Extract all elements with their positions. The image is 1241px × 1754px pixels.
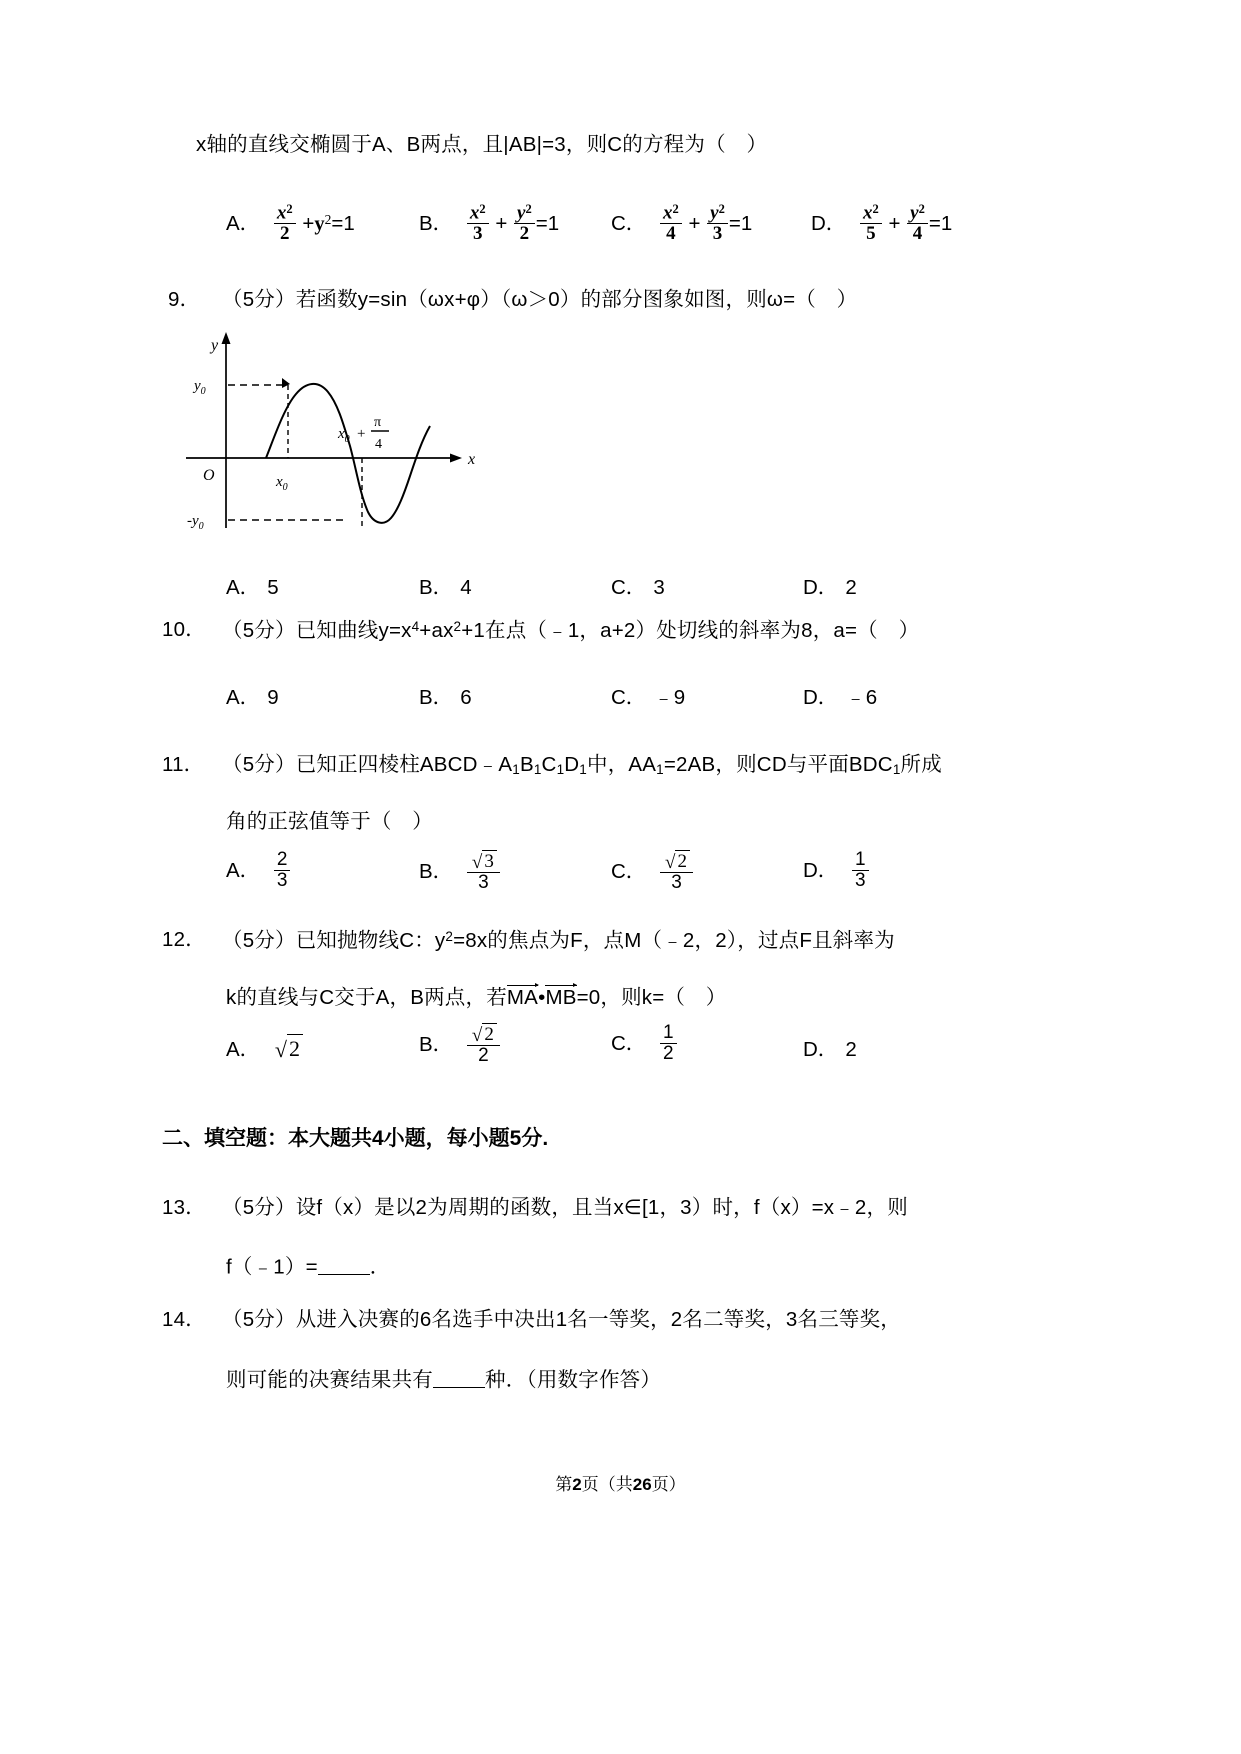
question-10-stem <box>222 620 919 642</box>
option-value: 6 <box>460 686 472 709</box>
question-8-option-b[interactable] <box>419 204 559 245</box>
stem-part-2: =8x的焦点为F，点M（﹣2，2），过点F且斜率为 <box>453 929 895 953</box>
stem-part-3: k的直线与C交于A，B两点，若 <box>226 986 507 1009</box>
question-9-sine-graph <box>178 322 488 554</box>
footer-suffix: 页） <box>651 1475 686 1494</box>
option-value: 5 <box>267 576 279 599</box>
option-label: A． <box>226 1038 261 1061</box>
subscript-3: 1 <box>556 761 565 777</box>
fraction-1-over-3: $\frac{1}{3}$ <box>852 850 869 891</box>
option-value: 9 <box>267 686 279 709</box>
fraction-y-squared-over-3: $\frac{y^2}{3}$ <box>707 203 728 244</box>
option-label: D． <box>803 1038 839 1061</box>
subscript-6: 1 <box>892 761 901 777</box>
option-value: 4 <box>460 576 472 599</box>
fraction-sqrt3-over-3: $\frac{√ 3}{3}$ <box>467 850 500 893</box>
stem-part-2: B <box>519 753 534 776</box>
option-label: D． <box>803 858 839 882</box>
option-label: C． <box>611 212 647 235</box>
subscript-4: 1 <box>579 761 588 777</box>
stem-part-3: C <box>541 753 557 776</box>
trailing-text: 种．（用数字作答） <box>485 1368 662 1392</box>
option-label: B． <box>419 859 454 883</box>
stem-part-2: +ax <box>419 619 454 643</box>
fraction-sqrt2-over-3: $\frac{√ 2}{3}$ <box>660 850 693 893</box>
fraction-y-squared-over-4: $\frac{y^2}{4}$ <box>907 203 928 244</box>
fraction-1-over-2: $\frac{1}{2}$ <box>660 1023 677 1064</box>
plus-sign: + <box>302 212 315 235</box>
question-12-option-b[interactable] <box>419 1024 501 1067</box>
plus-sign: + <box>495 212 508 235</box>
stem-part-5: 中，AA <box>587 753 657 776</box>
vector-ma: MA <box>506 986 539 1009</box>
fraction-y-squared-over-2: $\frac{y^2}{2}$ <box>514 203 535 244</box>
question-11-stem-line-1 <box>222 755 942 777</box>
question-8-option-a[interactable] <box>226 204 355 245</box>
question-11-number: 11． <box>162 753 205 776</box>
subscript-5: 1 <box>656 761 664 777</box>
answer-blank-13[interactable] <box>318 1255 370 1275</box>
option-label: A． <box>226 858 261 882</box>
fraction-x-squared-over-3: $\frac{x^2}{3}$ <box>467 203 489 244</box>
question-13-line-2 <box>226 1255 390 1278</box>
exponent-4: 4 <box>411 619 420 634</box>
option-label: A． <box>226 686 261 709</box>
option-label: B． <box>419 686 454 709</box>
stem-part-3: +1在点（﹣1，a+2）处切线的斜率为8，a=（ ） <box>461 619 920 643</box>
question-10-option-d[interactable] <box>803 680 877 710</box>
option-label: C． <box>611 859 647 883</box>
fraction-x-squared-over-4: $\frac{x^2}{4}$ <box>660 203 682 244</box>
answer-blank-14[interactable] <box>433 1368 485 1388</box>
option-label: B． <box>419 576 454 599</box>
y-term: y <box>314 213 325 235</box>
fraction-x-squared-over-2: $\frac{x^2}{2}$ <box>274 203 296 244</box>
stem-part-6: =2AB，则CD与平面BDC <box>663 753 893 776</box>
svg-text:y0: $y_0$ <box>194 378 206 397</box>
question-12-stem-line-1 <box>222 930 895 952</box>
sqrt-icon: √ 2 <box>470 1023 497 1045</box>
equals-one: =1 <box>728 212 753 235</box>
svg-text:x0: $x_0$ <box>276 474 288 493</box>
question-10-option-a[interactable] <box>226 680 279 710</box>
option-label: C． <box>611 576 647 599</box>
equals-one: =1 <box>331 212 355 235</box>
fraction-sqrt2-over-2: $\frac{√ 2}{2}$ <box>467 1023 500 1066</box>
question-11-option-c[interactable] <box>611 851 694 894</box>
svg-text:+: + <box>357 426 366 442</box>
question-9-option-a[interactable] <box>226 570 279 600</box>
y-exponent: 2 <box>324 211 332 227</box>
question-9-number: 9． <box>168 288 201 311</box>
option-value: ﹣9 <box>653 686 686 709</box>
option-label: A． <box>226 576 261 599</box>
question-12-option-c[interactable] <box>611 1024 678 1065</box>
svg-text:x0: $x_0$ <box>338 426 350 445</box>
question-8-option-c[interactable] <box>611 204 752 245</box>
page-footer <box>0 1470 1241 1495</box>
stem-part-4: =0，则k=（ ） <box>576 986 727 1009</box>
equals-one: =1 <box>928 212 953 235</box>
question-9-option-d[interactable] <box>803 570 857 600</box>
option-label: D． <box>811 212 847 235</box>
stem-part-1: （5分）已知正四棱柱ABCD﹣A <box>222 753 513 776</box>
question-9-stem: （5分）若函数y=sin（ωx+φ）（ω＞0）的部分图象如图，则ω=（ ） <box>222 288 858 311</box>
vector-mb: MB <box>545 986 577 1009</box>
footer-prefix: 第 <box>555 1475 573 1494</box>
question-11-option-b[interactable] <box>419 851 501 894</box>
option-label: C． <box>611 686 647 709</box>
question-8-stem: x轴的直线交椭圆于A、B两点，且|AB|=3，则C的方程为（ ） <box>196 133 768 156</box>
question-12-option-d[interactable] <box>803 1032 857 1062</box>
question-12-stem-line-2 <box>226 988 727 1009</box>
stem-part-1: （5分）已知抛物线C：y <box>222 929 446 953</box>
exponent-2: 2 <box>453 619 462 634</box>
fraction-2-over-3: $\frac{2}{3}$ <box>274 850 291 891</box>
svg-text:O: O <box>203 467 215 484</box>
dot-product-operator: • <box>538 986 546 1009</box>
option-label: B． <box>419 212 454 235</box>
question-11-options <box>226 845 1086 901</box>
question-11-option-d[interactable] <box>803 851 870 892</box>
question-10-option-c[interactable] <box>611 680 685 710</box>
option-label: B． <box>419 1032 454 1056</box>
question-11-stem-line-2: 角的正弦值等于（ ） <box>226 810 433 833</box>
question-12-number: 12． <box>162 928 206 951</box>
question-13-line-1: （5分）设f（x）是以2为周期的函数，且当x∈[1，3）时，f（x）=x﹣2，则 <box>222 1196 908 1219</box>
sqrt-icon: √2 <box>273 1034 303 1062</box>
svg-text:π: π <box>374 415 382 430</box>
option-value: 2 <box>845 576 857 599</box>
answer-prompt: 则可能的决赛结果共有 <box>226 1368 433 1392</box>
question-14-number: 14． <box>162 1308 206 1331</box>
subscript-1: 1 <box>512 761 520 777</box>
stem-part-4: D <box>564 753 580 776</box>
footer-total-pages: 26 <box>632 1475 652 1494</box>
fraction-x-squared-over-5: $\frac{x^2}{5}$ <box>860 203 882 244</box>
plus-sign: + <box>888 212 901 235</box>
option-label: D． <box>803 686 839 709</box>
subscript-2: 1 <box>533 761 542 777</box>
svg-text:y: y <box>211 337 219 354</box>
trailing-period: ． <box>369 1255 391 1279</box>
section-2-heading: 二、填空题：本大题共4小题，每小题5分. <box>162 1127 549 1150</box>
option-label: A． <box>226 212 261 235</box>
question-9-option-b[interactable] <box>419 570 472 600</box>
question-8-options <box>226 196 1086 248</box>
option-label: D． <box>803 576 839 599</box>
question-9-option-c[interactable] <box>611 570 665 600</box>
option-value: 3 <box>653 576 665 599</box>
question-12-option-a[interactable] <box>226 1032 303 1062</box>
question-13-number: 13． <box>162 1196 206 1219</box>
plus-sign: + <box>688 212 701 235</box>
option-value: ﹣6 <box>845 686 878 709</box>
question-14-line-1: （5分）从进入决赛的6名选手中决出1名一等奖，2名二等奖，3名三等奖， <box>222 1308 902 1331</box>
question-8-option-d[interactable] <box>811 204 952 245</box>
sqrt-icon: √ 2 <box>663 850 690 872</box>
sqrt-icon: √ 3 <box>470 850 497 872</box>
svg-text:x: x <box>468 451 476 468</box>
footer-middle: 页（共 <box>581 1475 633 1494</box>
stem-part-7: 所成 <box>900 753 942 776</box>
footer-current-page: 2 <box>572 1475 582 1494</box>
exponent-2: 2 <box>445 929 454 944</box>
svg-text:-y0: $-y_0$ <box>187 513 204 532</box>
option-value: 2 <box>845 1038 857 1061</box>
svg-text:4: 4 <box>375 437 382 452</box>
question-12-options <box>226 1020 1086 1078</box>
stem-part-1: （5分）已知曲线y=x <box>222 619 412 643</box>
answer-prompt: f（﹣1）= <box>226 1255 318 1279</box>
question-10-option-b[interactable] <box>419 680 472 710</box>
equals-one: =1 <box>535 212 560 235</box>
question-14-line-2 <box>226 1368 661 1391</box>
question-10-number: 10． <box>162 618 206 641</box>
option-label: C． <box>611 1031 647 1055</box>
question-11-option-a[interactable] <box>226 851 291 892</box>
